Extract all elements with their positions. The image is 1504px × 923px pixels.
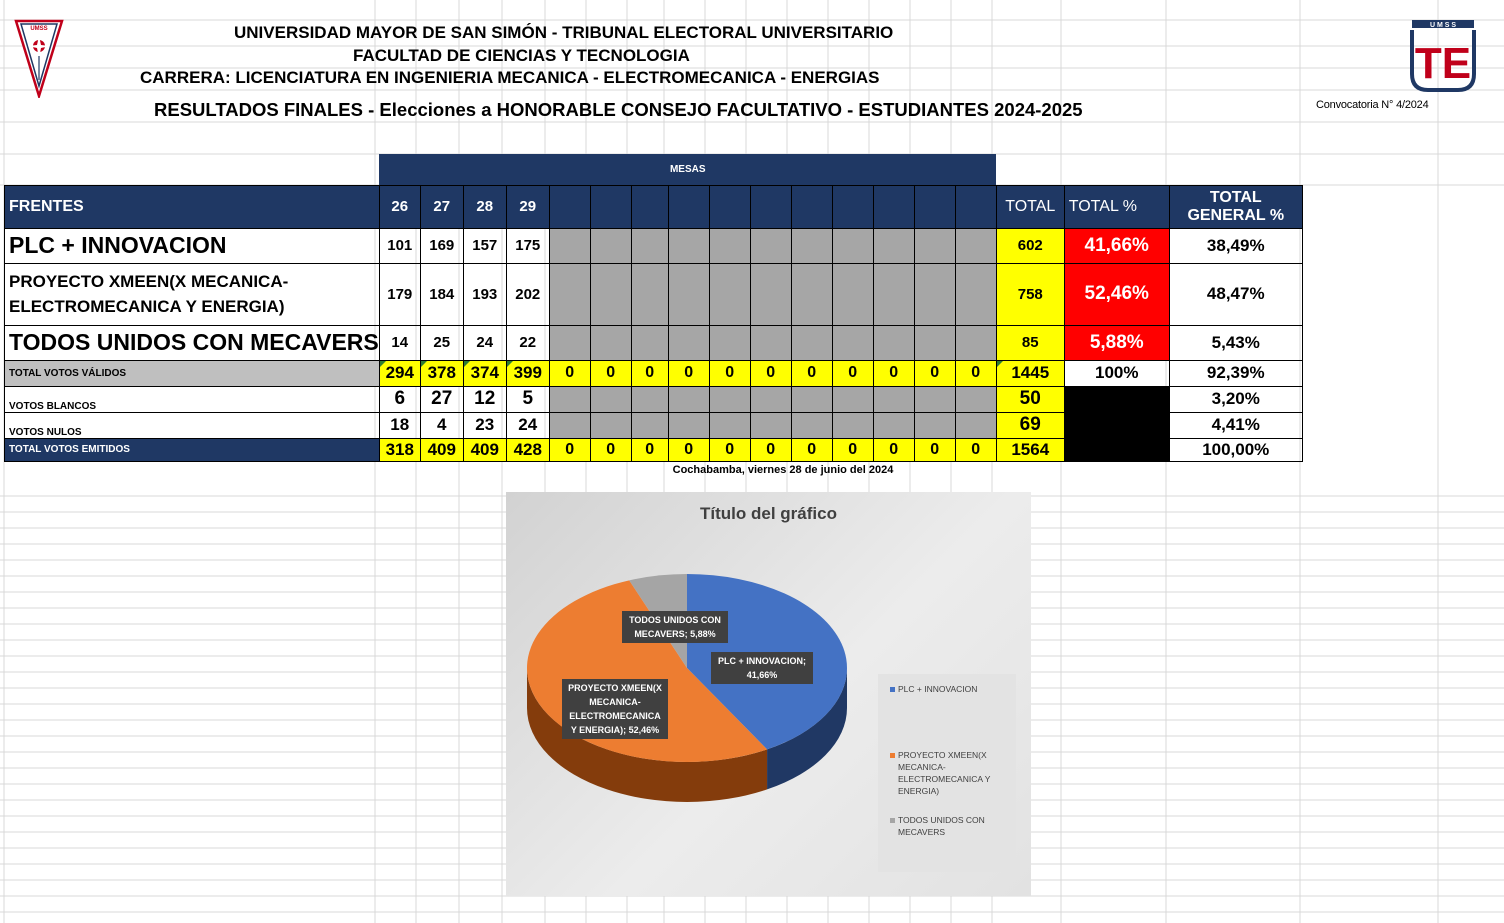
header-university: UNIVERSIDAD MAYOR DE SAN SIMÓN - TRIBUNAL ELECTORAL UNIVERSITARIO: [234, 23, 894, 42]
cell-value: 0: [549, 360, 590, 386]
data-label-line: MECANICA-: [589, 697, 641, 707]
te-logo: [1408, 18, 1478, 99]
cell-value: 193: [463, 263, 506, 325]
cell-value: 25: [420, 325, 463, 360]
cell-value: 378: [420, 360, 463, 386]
total-cell: 602: [996, 228, 1064, 263]
total-pct-cell: 100%: [1064, 360, 1169, 386]
pie-chart[interactable]: [506, 492, 1031, 896]
total-general-cell: 3,20%: [1169, 386, 1302, 412]
data-label-line: ELECTROMECANICA: [569, 711, 661, 721]
cell-value: 0: [709, 438, 750, 461]
legend-item-todos-unidos[interactable]: [898, 814, 985, 838]
cell-value: 0: [873, 438, 914, 461]
te-logo-top-text: U M S S: [1429, 22, 1457, 29]
table-row: [5, 228, 1303, 263]
legend-label-line: MECAVERS: [898, 827, 946, 837]
total-general-cell: 5,43%: [1169, 325, 1302, 360]
table-row-validos: [5, 360, 1303, 386]
data-label-todos-unidos: [622, 611, 728, 643]
cell-value: 0: [791, 360, 832, 386]
total-cell: 69: [996, 412, 1064, 438]
cell-value: 157: [463, 228, 506, 263]
cell-value: 0: [631, 438, 668, 461]
total-pct-cell: 5,88%: [1064, 325, 1169, 360]
total-cell: 85: [996, 325, 1064, 360]
legend-label-line: ELECTROMECANICA Y: [898, 774, 991, 784]
cell-value: 318: [379, 438, 420, 461]
cell-value: 18: [379, 412, 420, 438]
cell-value: 24: [463, 325, 506, 360]
cell-value: 0: [955, 360, 996, 386]
cell-value: 409: [463, 438, 506, 461]
cell-value: 101: [379, 228, 420, 263]
total-general-header: [1169, 185, 1302, 228]
cell-value: 169: [420, 228, 463, 263]
data-label-line: PLC + INNOVACION;: [717, 656, 807, 666]
cell-value: 23: [463, 412, 506, 438]
date-line: Cochabamba, viernes 28 de junio del 2024: [672, 464, 894, 476]
total-votos-validos-label: TOTAL VOTOS VÁLIDOS: [5, 360, 380, 386]
cell-value: 24: [506, 412, 549, 438]
cell-value: 6: [379, 386, 420, 412]
legend-label-line: PROYECTO XMEEN(X: [898, 750, 987, 760]
cell-value: 0: [590, 360, 631, 386]
chart-legend[interactable]: [878, 674, 1016, 872]
total-cell: 50: [996, 386, 1064, 412]
mesa-26-header: 26: [379, 185, 420, 228]
cell-value: 22: [506, 325, 549, 360]
cell-value: 0: [914, 438, 955, 461]
legend-label-line: MECANICA-: [898, 762, 946, 772]
data-label-line: Y ENERGIA); 52,46%: [570, 725, 660, 735]
cell-value: 0: [590, 438, 631, 461]
cell-value: 0: [709, 360, 750, 386]
cell-value: 0: [873, 360, 914, 386]
legend-item-plc[interactable]: [898, 683, 977, 695]
frente-proyecto-xmeen: [5, 263, 380, 325]
table-row: [5, 263, 1303, 325]
cell-value: 374: [463, 360, 506, 386]
frente-name-line1: PROYECTO XMEEN(X MECANICA-: [9, 272, 289, 291]
cell-value: 175: [506, 228, 549, 263]
cell-value: 27: [420, 386, 463, 412]
data-label-line: PROYECTO XMEEN(X: [568, 683, 662, 693]
data-label-line: MECAVERS; 5,88%: [634, 629, 716, 639]
cell-value: 294: [379, 360, 420, 386]
chart-title: Título del gráfico: [700, 504, 837, 523]
total-votos-emitidos-label: TOTAL VOTOS EMITIDOS: [5, 438, 380, 461]
umss-logo-text: UMSS: [30, 26, 48, 32]
legend-item-proyecto[interactable]: [898, 749, 990, 797]
results-table: [4, 154, 1303, 462]
total-cell: 1564: [996, 438, 1064, 461]
votos-nulos-label: VOTOS NULOS: [5, 412, 380, 438]
total-general-cell: 100,00%: [1169, 438, 1302, 461]
cell-value: 14: [379, 325, 420, 360]
votos-blancos-label: VOTOS BLANCOS: [5, 386, 380, 412]
total-cell: 758: [996, 263, 1064, 325]
data-label-line: 41,66%: [746, 670, 778, 680]
cell-value: 0: [791, 438, 832, 461]
convocatoria-label: Convocatoria N° 4/2024: [1316, 99, 1429, 111]
cell-value: 0: [955, 438, 996, 461]
header-faculty: FACULTAD DE CIENCIAS Y TECNOLOGIA: [353, 46, 690, 65]
mesa-27-header: 27: [420, 185, 463, 228]
table-row-nulos: [5, 412, 1303, 438]
cell-value: 179: [379, 263, 420, 325]
total-cell: 1445: [996, 360, 1064, 386]
page-title: RESULTADOS FINALES - Elecciones a HONORABLE CONSEJO FACULTATIVO - ESTUDIANTES 2024-2025: [154, 99, 1083, 120]
cell-value: 0: [631, 360, 668, 386]
cell-value: 0: [549, 438, 590, 461]
total-general-cell: 92,39%: [1169, 360, 1302, 386]
data-label-plc: [711, 652, 813, 684]
total-general-cell: 4,41%: [1169, 412, 1302, 438]
cell-value: 0: [832, 438, 873, 461]
frente-name-line2: ELECTROMECANICA Y ENERGIA): [9, 297, 285, 316]
cell-value: 0: [668, 360, 709, 386]
cell-value: 0: [914, 360, 955, 386]
total-pct-cell: 41,66%: [1064, 228, 1169, 263]
cell-value: 0: [750, 438, 791, 461]
table-row-blancos: [5, 386, 1303, 412]
table-row: [5, 325, 1303, 360]
total-general-header-line1: TOTAL: [1209, 188, 1262, 206]
cell-value: 0: [668, 438, 709, 461]
cell-value: 0: [750, 360, 791, 386]
legend-label-line: TODOS UNIDOS CON: [898, 815, 985, 825]
header-career: CARRERA: LICENCIATURA EN INGENIERIA MECANICA - ELECTROMECANICA - ENERGIAS: [140, 68, 880, 87]
mesas-header: MESAS: [379, 154, 996, 185]
table-row-emitidos: [5, 438, 1303, 461]
data-label-proyecto: [562, 679, 668, 739]
mesa-29-header: 29: [506, 185, 549, 228]
legend-label-line: PLC + INNOVACION: [898, 684, 978, 694]
cell-value: 5: [506, 386, 549, 412]
mesa-28-header: 28: [463, 185, 506, 228]
cell-value: 428: [506, 438, 549, 461]
data-label-line: TODOS UNIDOS CON: [629, 615, 721, 625]
frente-todos-unidos: TODOS UNIDOS CON MECAVERS: [5, 325, 380, 360]
cell-value: 184: [420, 263, 463, 325]
cell-value: 12: [463, 386, 506, 412]
legend-label-line: ENERGIA): [898, 786, 940, 796]
cell-value: 409: [420, 438, 463, 461]
total-pct-header: TOTAL %: [1064, 185, 1169, 228]
frente-plc-innovacion: PLC + INNOVACION: [5, 228, 380, 263]
cell-value: 4: [420, 412, 463, 438]
cell-value: 202: [506, 263, 549, 325]
total-pct-cell: 52,46%: [1064, 263, 1169, 325]
cell-value: 0: [832, 360, 873, 386]
total-general-cell: 38,49%: [1169, 228, 1302, 263]
total-header: TOTAL: [996, 185, 1064, 228]
total-general-cell: 48,47%: [1169, 263, 1302, 325]
cell-value: 399: [506, 360, 549, 386]
total-general-header-line2: GENERAL %: [1187, 206, 1285, 224]
te-logo-main-text: TE: [1414, 39, 1472, 88]
frentes-header: FRENTES: [5, 185, 380, 228]
umss-logo: [14, 18, 64, 103]
